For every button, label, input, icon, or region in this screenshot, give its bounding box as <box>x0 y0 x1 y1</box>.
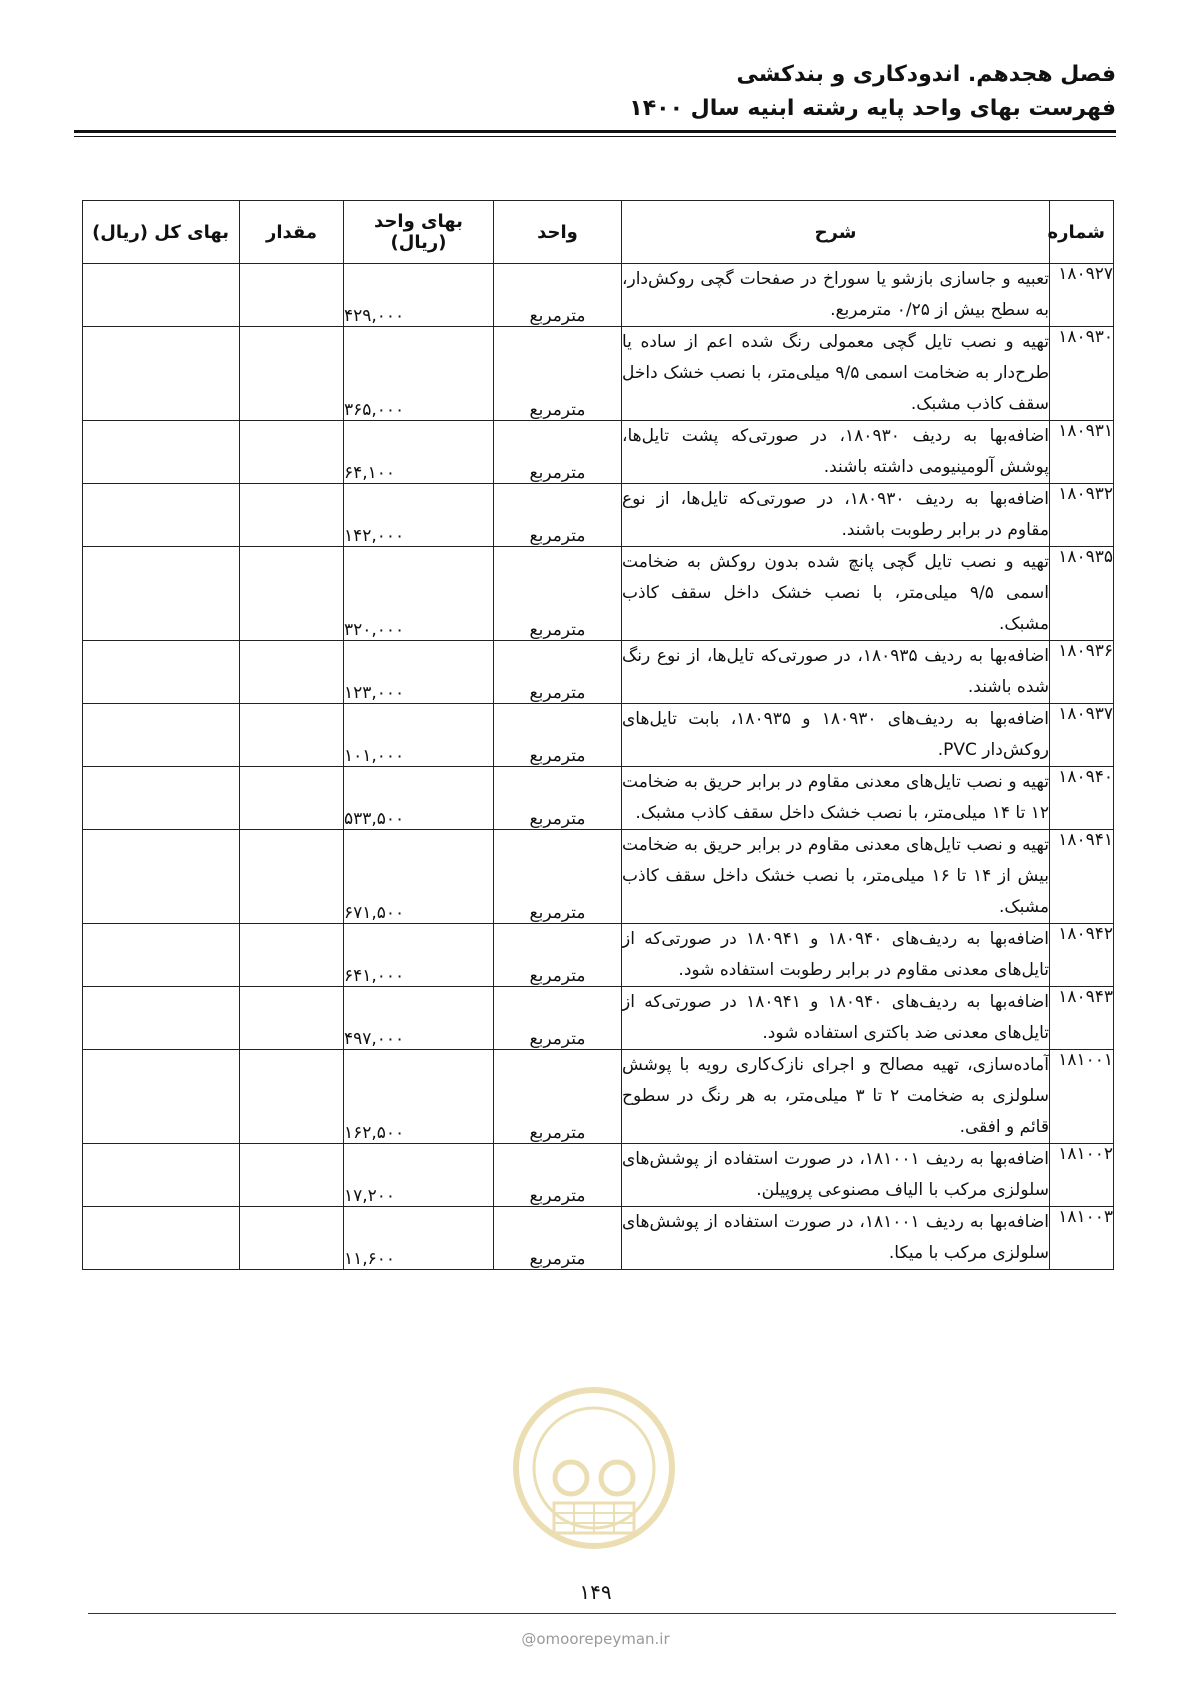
table-row <box>83 641 1114 704</box>
row-number: ۱۸۱۰۰۲ <box>1050 1144 1114 1207</box>
row-unit-price: ۱۴۲,۰۰۰ <box>344 484 494 547</box>
row-description: اضافه‌بها به ردیف‌های ۱۸۰۹۳۰ و ۱۸۰۹۳۵، بابت تایل‌های روکش‌دار PVC. <box>622 704 1050 767</box>
row-quantity <box>240 547 344 641</box>
row-description: اضافه‌بها به ردیف ۱۸۰۹۳۰، در صورتی‌که پشت تایل‌ها، پوشش آلومینیومی داشته باشند. <box>622 421 1050 484</box>
row-unit: مترمربع <box>494 264 622 327</box>
row-unit-price: ۱۲۳,۰۰۰ <box>344 641 494 704</box>
row-number: ۱۸۰۹۴۳ <box>1050 987 1114 1050</box>
row-description: اضافه‌بها به ردیف ۱۸۱۰۰۱، در صورت استفاده از پوشش‌های سلولزی مرکب با میکا. <box>622 1207 1050 1270</box>
row-description: تهیه و نصب تایل گچی معمولی رنگ شده اعم از ساده یا طرح‌دار به ضخامت اسمی ۹/۵ میلی‌متر، با نصب خشک داخل سقف کاذب مشبک. <box>622 327 1050 421</box>
row-number: ۱۸۰۹۳۰ <box>1050 327 1114 421</box>
row-quantity <box>240 704 344 767</box>
row-total-price <box>83 830 240 924</box>
row-total-price <box>83 327 240 421</box>
table-row <box>83 987 1114 1050</box>
row-description: تهیه و نصب تایل‌های معدنی مقاوم در برابر حریق به ضخامت ۱۲ تا ۱۴ میلی‌متر، با نصب خشک داخل سقف کاذب مشبک. <box>622 767 1050 830</box>
table-row <box>83 327 1114 421</box>
table-row <box>83 704 1114 767</box>
price-table <box>82 200 1114 1270</box>
row-description: تعبیه و جاسازی بازشو یا سوراخ در صفحات گچی روکش‌دار، به سطح بیش از ۰/۲۵ مترمربع. <box>622 264 1050 327</box>
site-watermark: @omoorepeyman.ir <box>521 1630 670 1648</box>
row-unit: مترمربع <box>494 704 622 767</box>
row-description: آماده‌سازی، تهیه مصالح و اجرای نازک‌کاری رویه با پوشش سلولزی به ضخامت ۲ تا ۳ میلی‌متر، به هر رنگ در سطوح قائم و افقی. <box>622 1050 1050 1144</box>
row-unit: مترمربع <box>494 767 622 830</box>
row-unit: مترمربع <box>494 641 622 704</box>
header-total-price: بهای کل (ریال) <box>83 201 240 264</box>
row-total-price <box>83 641 240 704</box>
row-quantity <box>240 1207 344 1270</box>
row-total-price <box>83 264 240 327</box>
table-row <box>83 1050 1114 1144</box>
row-unit-price: ۳۲۰,۰۰۰ <box>344 547 494 641</box>
table-row <box>83 830 1114 924</box>
row-description: اضافه‌بها به ردیف ۱۸۰۹۳۰، در صورتی‌که تایل‌ها، از نوع مقاوم در برابر رطوبت باشند. <box>622 484 1050 547</box>
row-number: ۱۸۰۹۴۲ <box>1050 924 1114 987</box>
row-description: اضافه‌بها به ردیف‌های ۱۸۰۹۴۰ و ۱۸۰۹۴۱ در صورتی‌که از تایل‌های معدنی ضد باکتری استفاده شود. <box>622 987 1050 1050</box>
header-rule-thick <box>74 130 1116 133</box>
row-number: ۱۸۰۹۳۵ <box>1050 547 1114 641</box>
seal-watermark-icon <box>509 1383 679 1583</box>
row-unit: مترمربع <box>494 987 622 1050</box>
row-unit-price: ۱۰۱,۰۰۰ <box>344 704 494 767</box>
table-row <box>83 264 1114 327</box>
header-number: شماره <box>1050 201 1114 264</box>
header-unit-price: بهای واحد (ریال) <box>344 201 494 264</box>
table-header-row <box>83 201 1114 264</box>
row-description: تهیه و نصب تایل گچی پانچ شده بدون روکش به ضخامت اسمی ۹/۵ میلی‌متر، با نصب خشک داخل سقف کاذب مشبک. <box>622 547 1050 641</box>
row-total-price <box>83 421 240 484</box>
row-unit-price: ۵۳۳,۵۰۰ <box>344 767 494 830</box>
row-quantity <box>240 1144 344 1207</box>
row-unit: مترمربع <box>494 830 622 924</box>
table-row <box>83 924 1114 987</box>
table-row <box>83 421 1114 484</box>
row-number: ۱۸۰۹۴۱ <box>1050 830 1114 924</box>
price-list-title: فهرست بهای واحد پایه رشته ابنیه سال ۱۴۰۰ <box>629 96 1116 121</box>
row-quantity <box>240 264 344 327</box>
row-number: ۱۸۰۹۳۱ <box>1050 421 1114 484</box>
row-quantity <box>240 484 344 547</box>
row-unit-price: ۶۴,۱۰۰ <box>344 421 494 484</box>
header-rule-thin <box>74 136 1116 137</box>
row-number: ۱۸۰۹۳۷ <box>1050 704 1114 767</box>
row-quantity <box>240 767 344 830</box>
page-number: ۱۴۹ <box>579 1580 612 1604</box>
row-quantity <box>240 327 344 421</box>
row-quantity <box>240 830 344 924</box>
table-row <box>83 547 1114 641</box>
table-row <box>83 1207 1114 1270</box>
header-unit: واحد <box>494 201 622 264</box>
row-total-price <box>83 1144 240 1207</box>
row-unit-price: ۱۱,۶۰۰ <box>344 1207 494 1270</box>
row-number: ۱۸۱۰۰۱ <box>1050 1050 1114 1144</box>
table-row <box>83 484 1114 547</box>
row-unit-price: ۱۶۲,۵۰۰ <box>344 1050 494 1144</box>
row-description: اضافه‌بها به ردیف‌های ۱۸۰۹۴۰ و ۱۸۰۹۴۱ در صورتی‌که از تایل‌های معدنی مقاوم در برابر رطوبت استفاده شود. <box>622 924 1050 987</box>
row-total-price <box>83 924 240 987</box>
page-header <box>74 58 1116 126</box>
row-description: اضافه‌بها به ردیف ۱۸۰۹۳۵، در صورتی‌که تایل‌ها، از نوع رنگ شده باشند. <box>622 641 1050 704</box>
row-number: ۱۸۰۹۳۶ <box>1050 641 1114 704</box>
header-description: شرح <box>622 201 1050 264</box>
row-number: ۱۸۰۹۲۷ <box>1050 264 1114 327</box>
row-number: ۱۸۰۹۳۲ <box>1050 484 1114 547</box>
row-unit: مترمربع <box>494 924 622 987</box>
row-total-price <box>83 704 240 767</box>
row-quantity <box>240 1050 344 1144</box>
chapter-title: فصل هجدهم. اندودکاری و بندکشی <box>736 62 1116 87</box>
row-total-price <box>83 1050 240 1144</box>
row-description: اضافه‌بها به ردیف ۱۸۱۰۰۱، در صورت استفاده از پوشش‌های سلولزی مرکب با الیاف مصنوعی پروپیلن. <box>622 1144 1050 1207</box>
row-unit-price: ۱۷,۲۰۰ <box>344 1144 494 1207</box>
row-unit: مترمربع <box>494 1144 622 1207</box>
row-number: ۱۸۰۹۴۰ <box>1050 767 1114 830</box>
row-unit-price: ۶۴۱,۰۰۰ <box>344 924 494 987</box>
row-unit: مترمربع <box>494 547 622 641</box>
row-quantity <box>240 924 344 987</box>
row-unit: مترمربع <box>494 1207 622 1270</box>
row-total-price <box>83 547 240 641</box>
table-row <box>83 767 1114 830</box>
row-unit-price: ۶۷۱,۵۰۰ <box>344 830 494 924</box>
row-unit: مترمربع <box>494 327 622 421</box>
row-quantity <box>240 421 344 484</box>
row-number: ۱۸۱۰۰۳ <box>1050 1207 1114 1270</box>
row-total-price <box>83 1207 240 1270</box>
row-quantity <box>240 987 344 1050</box>
row-total-price <box>83 484 240 547</box>
row-unit-price: ۳۶۵,۰۰۰ <box>344 327 494 421</box>
row-unit: مترمربع <box>494 484 622 547</box>
header-quantity: مقدار <box>240 201 344 264</box>
row-description: تهیه و نصب تایل‌های معدنی مقاوم در برابر حریق به ضخامت بیش از ۱۴ تا ۱۶ میلی‌متر، با نصب خشک داخل سقف کاذب مشبک. <box>622 830 1050 924</box>
footer-rule <box>88 1613 1116 1614</box>
row-quantity <box>240 641 344 704</box>
row-unit: مترمربع <box>494 1050 622 1144</box>
row-total-price <box>83 767 240 830</box>
row-unit: مترمربع <box>494 421 622 484</box>
row-total-price <box>83 987 240 1050</box>
row-unit-price: ۴۹۷,۰۰۰ <box>344 987 494 1050</box>
table-row <box>83 1144 1114 1207</box>
row-unit-price: ۴۲۹,۰۰۰ <box>344 264 494 327</box>
